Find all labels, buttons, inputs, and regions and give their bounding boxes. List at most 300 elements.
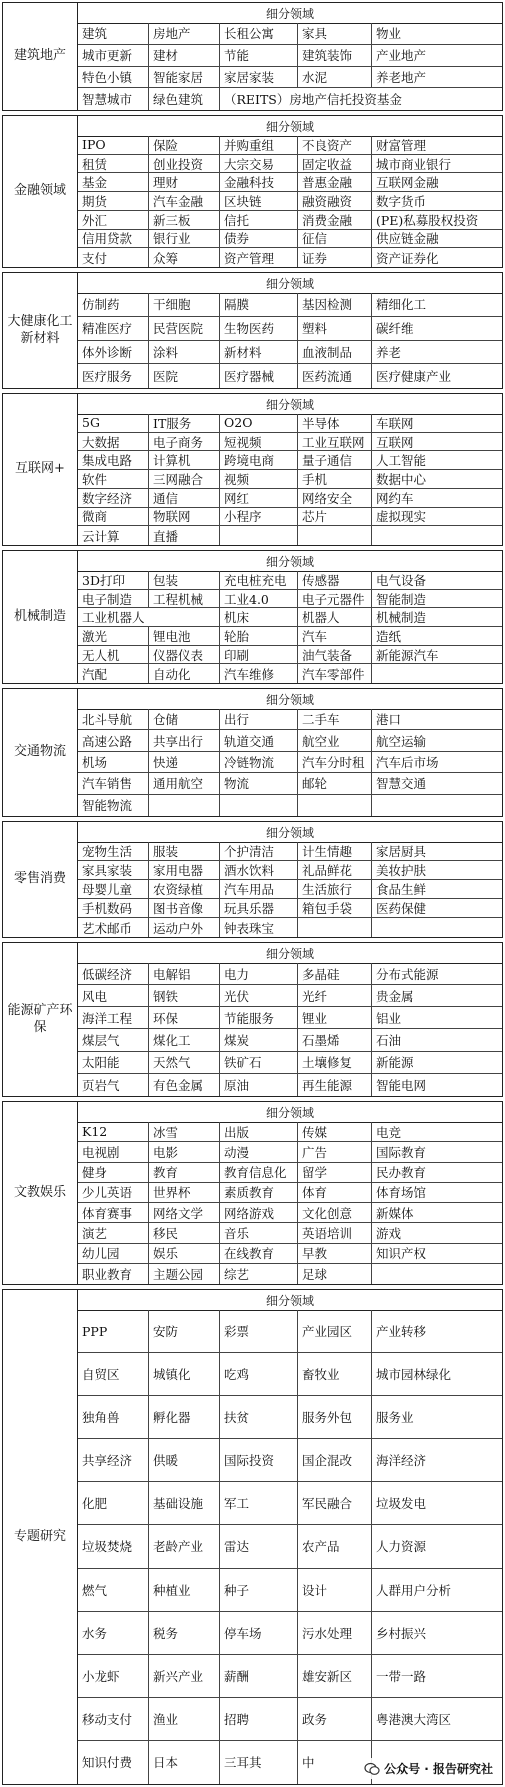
subfield-cell: 汽车金融 bbox=[149, 192, 220, 211]
subfield-cell: 垃圾发电 bbox=[372, 1482, 502, 1525]
subfield-cell bbox=[149, 795, 220, 816]
subfield-cell: 粤港澳大湾区 bbox=[372, 1698, 502, 1741]
section-category: 机械制造 bbox=[3, 551, 78, 683]
subfield-cell: 燃气 bbox=[78, 1569, 149, 1612]
subfield-cell: 车联网 bbox=[372, 414, 502, 433]
subfield-cell: 冷链物流 bbox=[220, 752, 298, 773]
subfield-cell: 虚拟现实 bbox=[372, 508, 502, 527]
subfield-cell bbox=[298, 918, 372, 937]
subfield-cell: 海洋经济 bbox=[372, 1439, 502, 1482]
subfield-cell: 集成电路 bbox=[78, 451, 149, 470]
section-category: 建筑地产 bbox=[3, 3, 78, 110]
subfield-cell: 生活旅行 bbox=[298, 880, 372, 899]
section-category: 零售消费 bbox=[3, 822, 78, 937]
subfield-cell: 石墨烯 bbox=[298, 1029, 372, 1051]
subfield-cell: 一带一路 bbox=[372, 1655, 502, 1698]
subfield-grid bbox=[78, 414, 502, 545]
subfield-cell: 健身 bbox=[78, 1163, 149, 1183]
section-header: 细分领域 bbox=[78, 116, 502, 137]
subfield-cell: 体育场馆 bbox=[372, 1183, 502, 1203]
subfield-cell bbox=[372, 918, 502, 937]
section-s2 bbox=[2, 115, 503, 268]
subfield-cell: 移民 bbox=[149, 1223, 220, 1243]
subfield-cell: 油气装备 bbox=[298, 646, 372, 665]
section-category: 专题研究 bbox=[3, 1290, 78, 1784]
subfield-cell: 特色小镇 bbox=[78, 67, 149, 89]
subfield-cell: 期货 bbox=[78, 192, 149, 211]
subfield-cell: 雷达 bbox=[220, 1525, 298, 1568]
subfield-cell: 中 bbox=[298, 1741, 372, 1784]
subfield-cell: 煤化工 bbox=[149, 1029, 220, 1051]
subfield-cell: 汽车维修 bbox=[220, 664, 298, 683]
subfield-cell: 化肥 bbox=[78, 1482, 149, 1525]
section-category: 互联网+ bbox=[3, 394, 78, 545]
subfield-cell: 有色金属 bbox=[149, 1074, 220, 1096]
subfield-cell: 农资绿植 bbox=[149, 880, 220, 899]
subfield-cell: 邮轮 bbox=[298, 773, 372, 794]
subfield-cell: 外汇 bbox=[78, 211, 149, 230]
subfield-cell: 节能 bbox=[220, 45, 298, 67]
subfield-cell: 二手车 bbox=[298, 709, 372, 730]
subfield-cell: 家居家装 bbox=[220, 67, 298, 89]
subfield-cell: 医药保健 bbox=[372, 899, 502, 918]
subfield-cell: 众筹 bbox=[149, 248, 220, 267]
subfield-cell: 包装 bbox=[149, 571, 220, 590]
subfield-cell: 直播 bbox=[149, 526, 220, 545]
subfield-cell: 网约车 bbox=[372, 489, 502, 508]
section-header: 细分领域 bbox=[78, 3, 502, 24]
subfield-cell: 传感器 bbox=[298, 571, 372, 590]
subfield-cell: 跨境电商 bbox=[220, 451, 298, 470]
subfield-cell: 农产品 bbox=[298, 1525, 372, 1568]
subfield-cell: 垃圾焚烧 bbox=[78, 1525, 149, 1568]
subfield-cell: 音乐 bbox=[220, 1223, 298, 1243]
subfield-cell: 民办教育 bbox=[372, 1163, 502, 1183]
subfield-cell: 独角兽 bbox=[78, 1396, 149, 1439]
section-s10 bbox=[2, 1289, 503, 1785]
subfield-cell: 雄安新区 bbox=[298, 1655, 372, 1698]
subfield-cell: 不良资产 bbox=[298, 136, 372, 155]
subfield-cell: IT服务 bbox=[149, 414, 220, 433]
subfield-cell: 礼品鲜花 bbox=[298, 861, 372, 880]
subfield-cell: 环保 bbox=[149, 1007, 220, 1029]
subfield-cell: 新材料 bbox=[220, 341, 298, 365]
subfield-cell: 通信 bbox=[149, 489, 220, 508]
subfield-cell: 体外诊断 bbox=[78, 341, 149, 365]
subfield-cell: 建筑 bbox=[78, 23, 149, 45]
subfield-cell: 贵金属 bbox=[372, 985, 502, 1007]
subfield-cell: 互联网金融 bbox=[372, 173, 502, 192]
subfield-cell: 造纸 bbox=[372, 627, 502, 646]
subfield-cell: 普惠金融 bbox=[298, 173, 372, 192]
subfield-cell: 产业转移 bbox=[372, 1310, 502, 1353]
subfield-cell: 电子商务 bbox=[149, 433, 220, 452]
subfield-cell: 物流 bbox=[220, 773, 298, 794]
subfield-cell: 图书音像 bbox=[149, 899, 220, 918]
subfield-cell: 微商 bbox=[78, 508, 149, 527]
subfield-cell: 政务 bbox=[298, 1698, 372, 1741]
subfield-cell: 再生能源 bbox=[298, 1074, 372, 1096]
subfield-cell: 医疗器械 bbox=[220, 364, 298, 388]
subfield-cell: 铝业 bbox=[372, 1007, 502, 1029]
subfield-cell: 种植业 bbox=[149, 1569, 220, 1612]
section-header: 细分领域 bbox=[78, 1102, 502, 1123]
subfield-cell: 财富管理 bbox=[372, 136, 502, 155]
subfield-cell: 玩具乐器 bbox=[220, 899, 298, 918]
subfield-cell: 冰雪 bbox=[149, 1122, 220, 1142]
subfield-cell: 3D打印 bbox=[78, 571, 149, 590]
subfield-cell: 世界杯 bbox=[149, 1183, 220, 1203]
subfield-cell: 少儿英语 bbox=[78, 1183, 149, 1203]
subfield-cell: 供暖 bbox=[149, 1439, 220, 1482]
subfield-cell: IPO bbox=[78, 136, 149, 155]
subfield-cell: 光伏 bbox=[220, 985, 298, 1007]
subfield-cell: 绿色建筑 bbox=[149, 88, 220, 110]
subfield-cell: 教育 bbox=[149, 1163, 220, 1183]
subfield-cell: 停车场 bbox=[220, 1612, 298, 1655]
section-category: 金融领域 bbox=[3, 116, 78, 267]
subfield-cell: 产业园区 bbox=[298, 1310, 372, 1353]
subfield-cell: 网红 bbox=[220, 489, 298, 508]
subfield-cell: 物业 bbox=[372, 23, 502, 45]
subfield-cell: 机器人 bbox=[298, 608, 372, 627]
subfield-cell: 激光 bbox=[78, 627, 149, 646]
subfield-cell: 自贸区 bbox=[78, 1353, 149, 1396]
subfield-cell: 长租公寓 bbox=[220, 23, 298, 45]
subfield-cell: 种子 bbox=[220, 1569, 298, 1612]
section-s9 bbox=[2, 1101, 503, 1285]
subfield-cell: 仿制药 bbox=[78, 293, 149, 317]
subfield-cell: 数字经济 bbox=[78, 489, 149, 508]
section-s1 bbox=[2, 2, 503, 111]
subfield-cell: 国际教育 bbox=[372, 1142, 502, 1162]
subfield-cell: 渔业 bbox=[149, 1698, 220, 1741]
subfield-cell bbox=[298, 795, 372, 816]
subfield-cell: 航空业 bbox=[298, 730, 372, 751]
subfield-cell: 保险 bbox=[149, 136, 220, 155]
subfield-cell: 留学 bbox=[298, 1163, 372, 1183]
subfield-grid bbox=[78, 963, 502, 1096]
subfield-cell: 建材 bbox=[149, 45, 220, 67]
subfield-cell: 轨道交通 bbox=[220, 730, 298, 751]
section-s3 bbox=[2, 272, 503, 389]
subfield-cell: 薪酬 bbox=[220, 1655, 298, 1698]
subfield-cell: 娱乐 bbox=[149, 1244, 220, 1264]
subfield-cell: 安防 bbox=[149, 1310, 220, 1353]
subfield-cell: 资产证券化 bbox=[376, 250, 439, 266]
subfield-cell: 债券 bbox=[220, 230, 298, 249]
subfield-cell: 光纤 bbox=[298, 985, 372, 1007]
subfield-cell: 人群用户分析 bbox=[372, 1569, 502, 1612]
subfield-cell: 仓储 bbox=[149, 709, 220, 730]
subfield-cell: 民营医院 bbox=[149, 317, 220, 341]
subfield-cell: 体育赛事 bbox=[78, 1203, 149, 1223]
subfield-cell: 征信 bbox=[298, 230, 372, 249]
subfield-cell: 信托 bbox=[220, 211, 298, 230]
subfield-cell: 基金 bbox=[78, 173, 149, 192]
subfield-cell bbox=[372, 795, 502, 816]
subfield-cell: 区块链 bbox=[220, 192, 298, 211]
subfield-cell: 大宗交易 bbox=[220, 155, 298, 174]
subfield-cell: 三耳其 bbox=[220, 1741, 298, 1784]
section-s4 bbox=[2, 393, 503, 546]
subfield-cell: 酒水饮料 bbox=[220, 861, 298, 880]
subfield-cell: 电竞 bbox=[372, 1122, 502, 1142]
subfield-cell: （REITS）房地产信托投资基金 bbox=[224, 92, 402, 108]
subfield-cell: 水务 bbox=[78, 1612, 149, 1655]
subfield-cell: 网络文学 bbox=[149, 1203, 220, 1223]
subfield-cell: O2O bbox=[220, 414, 298, 433]
subfield-cell: 手机数码 bbox=[78, 899, 149, 918]
subfield-cell: 国企混改 bbox=[298, 1439, 372, 1482]
subfield-cell: 大数据 bbox=[78, 433, 149, 452]
subfield-cell: 日本 bbox=[149, 1741, 220, 1784]
subfield-cell: (PE)私募股权投资 bbox=[372, 211, 502, 230]
subfield-cell: 汽车 bbox=[298, 627, 372, 646]
section-category: 能源矿产环保 bbox=[3, 943, 78, 1096]
subfield-cell: 母婴儿童 bbox=[78, 880, 149, 899]
subfield-cell: 智慧交通 bbox=[372, 773, 502, 794]
subfield-cell: 创业投资 bbox=[149, 155, 220, 174]
subfield-cell: 动漫 bbox=[220, 1142, 298, 1162]
section-header: 细分领域 bbox=[78, 822, 502, 843]
subfield-cell: 短视频 bbox=[220, 433, 298, 452]
subfield-cell: 家用电器 bbox=[149, 861, 220, 880]
subfield-cell: 物联网 bbox=[149, 508, 220, 527]
subfield-cell: 城市更新 bbox=[78, 45, 149, 67]
subfield-cell bbox=[372, 1264, 502, 1284]
subfield-cell: 电视剧 bbox=[78, 1142, 149, 1162]
subfield-cell: 信用贷款 bbox=[78, 230, 149, 249]
subfield-cell: 港口 bbox=[372, 709, 502, 730]
subfield-cell: 电气设备 bbox=[372, 571, 502, 590]
subfield-grid bbox=[78, 293, 502, 388]
watermark bbox=[360, 1758, 497, 1779]
subfield-cell: 精准医疗 bbox=[78, 317, 149, 341]
subfield-cell: 云计算 bbox=[78, 526, 149, 545]
subfield-cell: 石油 bbox=[372, 1029, 502, 1051]
subfield-cell: 知识付费 bbox=[78, 1741, 149, 1784]
section-s7 bbox=[2, 821, 503, 938]
subfield-cell: 碳纤维 bbox=[372, 317, 502, 341]
subfield-cell: 5G bbox=[78, 414, 149, 433]
subfield-cell: 手机 bbox=[298, 470, 372, 489]
subfield-cell: 隔膜 bbox=[220, 293, 298, 317]
subfield-cell: 城市商业银行 bbox=[372, 155, 502, 174]
subfield-cell: 计生情趣 bbox=[298, 842, 372, 861]
subfield-cell: 印刷 bbox=[220, 646, 298, 665]
subfield-cell bbox=[372, 526, 502, 545]
subfield-cell: 土壤修复 bbox=[298, 1052, 372, 1074]
subfield-cell: 税务 bbox=[149, 1612, 220, 1655]
subfield-cell: 主题公园 bbox=[149, 1264, 220, 1284]
subfield-cell: 医院 bbox=[149, 364, 220, 388]
subfield-cell: 快递 bbox=[149, 752, 220, 773]
subfield-cell: 军工 bbox=[220, 1482, 298, 1525]
subfield-cell: 软件 bbox=[78, 470, 149, 489]
subfield-cell: 充电桩充电 bbox=[220, 571, 298, 590]
subfield-cell: 精细化工 bbox=[372, 293, 502, 317]
subfield-cell: 电力 bbox=[220, 963, 298, 985]
subfield-cell: 煤层气 bbox=[78, 1029, 149, 1051]
subfield-cell: 人工智能 bbox=[372, 451, 502, 470]
subfield-cell: 设计 bbox=[298, 1569, 372, 1612]
subfield-cell: 彩票 bbox=[220, 1310, 298, 1353]
subfield-cell bbox=[220, 795, 298, 816]
subfield-cell: 医疗健康产业 bbox=[376, 369, 452, 385]
subfield-cell: 小龙虾 bbox=[78, 1655, 149, 1698]
subfield-cell: 医疗服务 bbox=[78, 364, 149, 388]
subfield-cell: 支付 bbox=[78, 248, 149, 267]
subfield-grid bbox=[78, 136, 502, 267]
subfield-cell: 家居厨具 bbox=[372, 842, 502, 861]
subfield-cell: 智慧城市 bbox=[78, 88, 149, 110]
subfield-cell: 新三板 bbox=[149, 211, 220, 230]
subfield-cell: 运动户外 bbox=[149, 918, 220, 937]
subfield-cell: 原油 bbox=[220, 1074, 298, 1096]
subfield-cell: 文化创意 bbox=[298, 1203, 372, 1223]
subfield-grid bbox=[78, 571, 502, 683]
section-header: 细分领域 bbox=[78, 273, 502, 294]
subfield-cell: 家具家装 bbox=[78, 861, 149, 880]
subfield-cell: 电解铝 bbox=[149, 963, 220, 985]
subfield-cell: 新兴产业 bbox=[149, 1655, 220, 1698]
subfield-cell: 机场 bbox=[78, 752, 149, 773]
subfield-cell: 教育信息化 bbox=[220, 1163, 298, 1183]
subfield-cell: 箱包手袋 bbox=[298, 899, 372, 918]
section-s6 bbox=[2, 688, 503, 817]
subfield-cell: 扶贫 bbox=[220, 1396, 298, 1439]
subfield-cell: 服装 bbox=[149, 842, 220, 861]
subfield-cell: 养老 bbox=[372, 341, 502, 365]
subfield-cell: 招聘 bbox=[220, 1698, 298, 1741]
subfield-cell: 证券 bbox=[298, 248, 372, 267]
subfield-cell: 铁矿石 bbox=[220, 1052, 298, 1074]
subfield-cell: 汽车销售 bbox=[78, 773, 149, 794]
subfield-cell: 建筑装饰 bbox=[298, 45, 372, 67]
subfield-cell: 幼儿园 bbox=[78, 1244, 149, 1264]
section-s8 bbox=[2, 942, 503, 1097]
subfield-cell: 早教 bbox=[298, 1244, 372, 1264]
section-header: 细分领域 bbox=[78, 943, 502, 964]
wechat-icon bbox=[364, 1761, 380, 1777]
watermark-text: 公众号 · 报告研究社 bbox=[384, 1762, 493, 1776]
subfield-cell bbox=[372, 664, 502, 683]
section-header: 细分领域 bbox=[78, 394, 502, 415]
subfield-cell: 视频 bbox=[220, 470, 298, 489]
subfield-cell: 家具 bbox=[298, 23, 372, 45]
subfield-cell: 页岩气 bbox=[78, 1074, 149, 1096]
section-s5 bbox=[2, 550, 503, 684]
subfield-cell: 水泥 bbox=[298, 67, 372, 89]
section-category: 交通物流 bbox=[3, 689, 78, 816]
subfield-grid bbox=[78, 842, 502, 937]
subfield-cell: 锂电池 bbox=[149, 627, 220, 646]
subfield-cell: 工程机械 bbox=[149, 590, 220, 609]
subfield-cell: 工业机器人 bbox=[78, 608, 220, 627]
subfield-cell: 艺术邮币 bbox=[78, 918, 149, 937]
subfield-cell: 轮胎 bbox=[220, 627, 298, 646]
subfield-cell: 知识产权 bbox=[372, 1244, 502, 1264]
subfield-cell: 高速公路 bbox=[78, 730, 149, 751]
subfield-cell: 乡村振兴 bbox=[372, 1612, 502, 1655]
subfield-cell: 基础设施 bbox=[149, 1482, 220, 1525]
subfield-cell: 智能电网 bbox=[376, 1077, 427, 1093]
subfield-cell: 新能源 bbox=[372, 1052, 502, 1074]
subfield-cell: K12 bbox=[78, 1122, 149, 1142]
subfield-cell: 城市园林绿化 bbox=[372, 1353, 502, 1396]
subfield-cell: 城镇化 bbox=[149, 1353, 220, 1396]
subfield-cell: 数字货币 bbox=[372, 192, 502, 211]
subfield-cell: 体育 bbox=[298, 1183, 372, 1203]
subfield-grid bbox=[78, 23, 502, 110]
section-category: 大健康化工新材料 bbox=[3, 273, 78, 388]
subfield-cell: 汽配 bbox=[78, 664, 149, 683]
subfield-cell: 海洋工程 bbox=[78, 1007, 149, 1029]
subfield-cell: 畜牧业 bbox=[298, 1353, 372, 1396]
subfield-cell: 租赁 bbox=[78, 155, 149, 174]
section-category: 文教娱乐 bbox=[3, 1102, 78, 1284]
subfield-cell: 个护清洁 bbox=[220, 842, 298, 861]
subfield-cell: 医药流通 bbox=[298, 364, 372, 388]
subfield-cell: 仪器仪表 bbox=[149, 646, 220, 665]
subfield-cell: 共享经济 bbox=[78, 1439, 149, 1482]
subfield-cell: 供应链金融 bbox=[372, 230, 502, 249]
subfield-cell: 固定收益 bbox=[298, 155, 372, 174]
subfield-cell: 智能家居 bbox=[149, 67, 220, 89]
subfield-cell: 出行 bbox=[220, 709, 298, 730]
subfield-cell: 基因检测 bbox=[298, 293, 372, 317]
subfield-cell bbox=[220, 526, 298, 545]
subfield-cell: 智能物流 bbox=[78, 795, 149, 816]
subfield-cell: 在线教育 bbox=[220, 1244, 298, 1264]
subfield-cell: 钟表珠宝 bbox=[220, 918, 298, 937]
subfield-cell: PPP bbox=[78, 1310, 149, 1353]
subfield-cell: 数据中心 bbox=[372, 470, 502, 489]
subfield-cell: 网络游戏 bbox=[220, 1203, 298, 1223]
subfield-cell: 塑料 bbox=[298, 317, 372, 341]
subfield-cell: 煤炭 bbox=[220, 1029, 298, 1051]
subfield-cell: 服务外包 bbox=[298, 1396, 372, 1439]
subfield-cell: 机床 bbox=[220, 608, 298, 627]
subfield-cell: 航空运输 bbox=[372, 730, 502, 751]
subfield-cell: 钢铁 bbox=[149, 985, 220, 1007]
subfield-cell: 人力资源 bbox=[372, 1525, 502, 1568]
subfield-cell: 广告 bbox=[298, 1142, 372, 1162]
subfield-cell: 产业地产 bbox=[372, 45, 502, 67]
section-header: 细分领域 bbox=[78, 551, 502, 572]
subfield-cell: 工业4.0 bbox=[220, 590, 298, 609]
subfield-cell: 汽车零部件 bbox=[298, 664, 372, 683]
subfield-cell: 孵化器 bbox=[149, 1396, 220, 1439]
section-header: 细分领域 bbox=[78, 1290, 502, 1311]
subfield-cell: 美妆护肤 bbox=[372, 861, 502, 880]
subfield-cell: 演艺 bbox=[78, 1223, 149, 1243]
subfield-cell: 三网融合 bbox=[149, 470, 220, 489]
subfield-cell: 计算机 bbox=[149, 451, 220, 470]
subfield-cell: 量子通信 bbox=[298, 451, 372, 470]
subfield-cell: 融资融资 bbox=[298, 192, 372, 211]
subfield-cell: 生物医药 bbox=[220, 317, 298, 341]
subfield-cell: 职业教育 bbox=[78, 1264, 149, 1284]
subfield-grid bbox=[78, 1310, 502, 1784]
subfield-cell: 通用航空 bbox=[149, 773, 220, 794]
subfield-cell: 老龄产业 bbox=[149, 1525, 220, 1568]
subfield-cell: 节能服务 bbox=[220, 1007, 298, 1029]
subfield-cell: 素质教育 bbox=[220, 1183, 298, 1203]
subfield-cell: 智能制造 bbox=[372, 590, 502, 609]
subfield-cell: 汽车分时租 bbox=[298, 752, 372, 773]
